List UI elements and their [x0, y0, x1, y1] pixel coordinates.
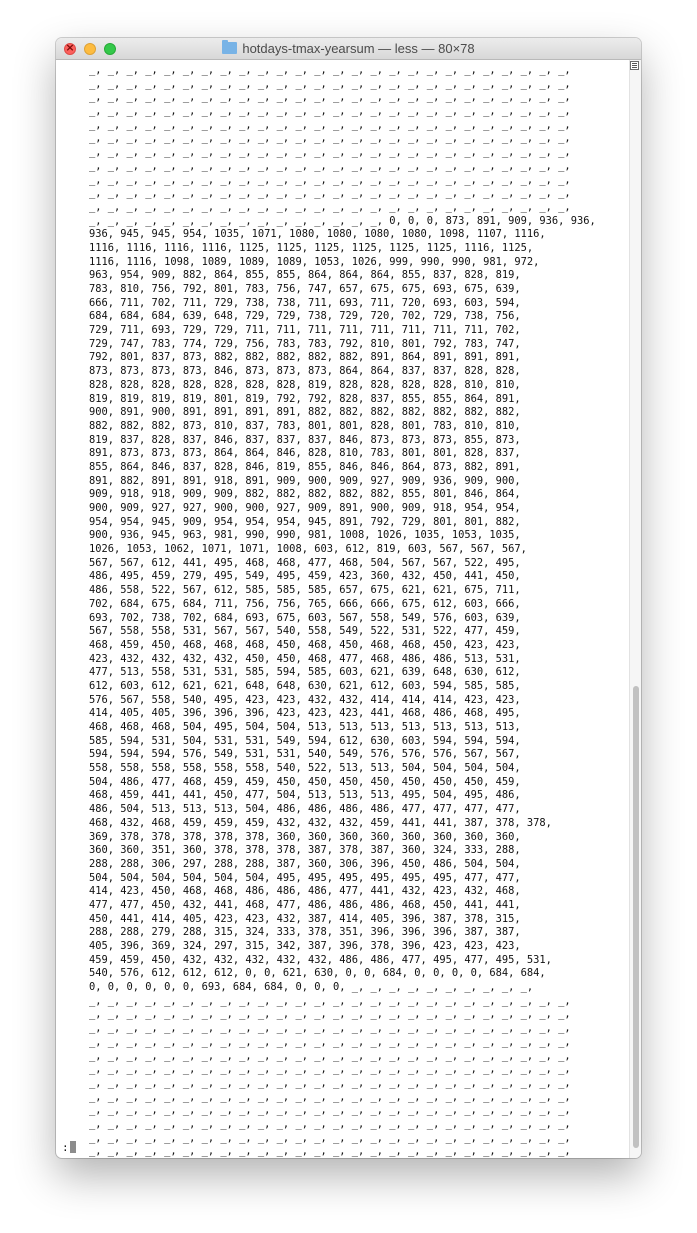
terminal-line: 684, 684, 684, 639, 648, 729, 729, 738, 729, 720, 702, 729, 738, 756, — [89, 310, 521, 323]
terminal-content[interactable] — [56, 60, 629, 1158]
terminal-line: 558, 558, 558, 558, 558, 558, 540, 522, 513, 513, 504, 504, 504, 504, — [89, 762, 521, 775]
terminal-line: 1116, 1116, 1116, 1116, 1125, 1125, 1125, 1125, 1125, 1125, 1116, 1125, — [89, 241, 534, 254]
terminal-line: 486, 558, 522, 567, 612, 585, 585, 585, 657, 675, 621, 621, 675, 711, — [89, 584, 521, 597]
terminal-line: 792, 801, 837, 873, 882, 882, 882, 882, 882, 891, 864, 891, 891, 891, — [89, 351, 521, 364]
terminal-line: 414, 405, 405, 396, 396, 396, 423, 423, 423, 441, 468, 486, 468, 495, — [89, 707, 521, 720]
terminal-line: 702, 684, 675, 684, 711, 756, 756, 765, 666, 666, 675, 612, 603, 666, — [89, 597, 521, 610]
terminal-line: 828, 828, 828, 828, 828, 828, 828, 819, 828, 828, 828, 828, 810, 810, — [89, 378, 521, 391]
terminal-line: 963, 954, 909, 882, 864, 855, 855, 864, 864, 864, 855, 837, 828, 819, — [89, 269, 521, 282]
prompt-char: : — [62, 1141, 69, 1154]
terminal-line: 477, 477, 450, 432, 441, 468, 477, 486, 486, 486, 468, 450, 441, 441, — [89, 898, 521, 911]
terminal-line: 459, 459, 450, 432, 432, 432, 432, 432, 486, 486, 477, 495, 477, 495, 531, — [89, 953, 552, 966]
terminal-line: 360, 360, 351, 360, 378, 378, 378, 387, 378, 387, 360, 324, 333, 288, — [89, 844, 521, 857]
terminal-line: 882, 882, 882, 873, 810, 837, 783, 801, 801, 828, 801, 783, 810, 810, — [89, 419, 521, 432]
terminal-line: 891, 882, 891, 891, 918, 891, 909, 900, 909, 927, 909, 936, 909, 900, — [89, 474, 521, 487]
terminal-line: _, _, _, _, _, _, _, _, _, _, _, _, _, _, _, _, _, _, _, _, _, _, _, _, _, _, — [89, 77, 571, 90]
terminal-line: 567, 558, 558, 531, 567, 567, 540, 558, 549, 522, 531, 522, 477, 459, — [89, 625, 521, 638]
window-title: hotdays-tmax-yearsum — less — 80×78 — [242, 41, 475, 56]
terminal-line: 1026, 1053, 1062, 1071, 1071, 1008, 603, 612, 819, 603, 567, 567, 567, — [89, 543, 527, 556]
terminal-line: _, _, _, _, _, _, _, _, _, _, _, _, _, _, _, _, _, _, _, _, _, _, _, _, _, _, — [89, 1008, 571, 1021]
terminal-line: 486, 504, 513, 513, 513, 504, 486, 486, 486, 486, 477, 477, 477, 477, — [89, 803, 521, 816]
terminal-window — [56, 38, 641, 1158]
terminal-line: 900, 891, 900, 891, 891, 891, 891, 882, 882, 882, 882, 882, 882, 882, — [89, 406, 521, 419]
terminal-line: _, _, _, _, _, _, _, _, _, _, _, _, _, _, _, _, _, _, _, _, _, _, _, _, _, _, — [89, 91, 571, 104]
terminal-line: 423, 432, 432, 432, 432, 450, 450, 468, 477, 468, 486, 486, 513, 531, — [89, 652, 521, 665]
less-prompt[interactable] — [62, 1140, 76, 1154]
terminal-line: 504, 486, 477, 468, 459, 459, 450, 450, 450, 450, 450, 450, 450, 459, — [89, 775, 521, 788]
terminal-line: _, _, _, _, _, _, _, _, _, _, _, _, _, _, _, _, 0, 0, 0, 873, 891, 909, 936, 936, — [89, 214, 596, 227]
terminal-line: 468, 459, 441, 441, 450, 477, 504, 513, 513, 513, 495, 504, 495, 486, — [89, 789, 521, 802]
terminal-line: 468, 468, 468, 504, 495, 504, 504, 513, 513, 513, 513, 513, 513, 513, — [89, 721, 521, 733]
terminal-line: _, _, _, _, _, _, _, _, _, _, _, _, _, _, _, _, _, _, _, _, _, _, _, _, _, _, — [89, 132, 571, 145]
terminal-line: _, _, _, _, _, _, _, _, _, _, _, _, _, _, _, _, _, _, _, _, _, _, _, _, _, _, — [89, 105, 571, 118]
terminal-line: 873, 873, 873, 873, 846, 873, 873, 873, 864, 864, 837, 837, 828, 828, — [89, 365, 521, 378]
vertical-scrollbar[interactable] — [629, 60, 641, 1158]
terminal-line: 891, 873, 873, 873, 864, 864, 846, 828, 810, 783, 801, 801, 828, 837, — [89, 447, 521, 460]
folder-icon — [222, 42, 237, 54]
terminal-line: 477, 513, 558, 531, 531, 585, 594, 585, 603, 621, 639, 648, 630, 612, — [89, 666, 521, 679]
terminal-line: 540, 576, 612, 612, 612, 0, 0, 621, 630, 0, 0, 684, 0, 0, 0, 0, 684, 684, — [89, 967, 546, 980]
terminal-output — [89, 64, 596, 1158]
terminal-line: 783, 810, 756, 792, 801, 783, 756, 747, 657, 675, 675, 693, 675, 639, — [89, 283, 521, 295]
terminal-line: _, _, _, _, _, _, _, _, _, _, _, _, _, _, _, _, _, _, _, _, _, _, _, _, _, _, — [89, 1063, 571, 1076]
terminal-line: _, _, _, _, _, _, _, _, _, _, _, _, _, _, _, _, _, _, _, _, _, _, _, _, _, _, — [89, 159, 571, 172]
terminal-line: _, _, _, _, _, _, _, _, _, _, _, _, _, _, _, _, _, _, _, _, _, _, _, _, _, _, — [89, 1131, 571, 1144]
terminal-line: _, _, _, _, _, _, _, _, _, _, _, _, _, _, _, _, _, _, _, _, _, _, _, _, _, _, — [89, 1090, 571, 1103]
window-title-container — [56, 38, 641, 60]
terminal-line: 900, 909, 927, 927, 900, 900, 927, 909, 891, 900, 909, 918, 954, 954, — [89, 502, 521, 514]
terminal-line: _, _, _, _, _, _, _, _, _, _, _, _, _, _, _, _, _, _, _, _, _, _, _, _, _, _, — [89, 1022, 571, 1035]
terminal-line: 576, 567, 558, 540, 495, 423, 423, 432, 432, 414, 414, 414, 423, 423, — [89, 693, 521, 706]
terminal-line: 819, 819, 819, 819, 801, 819, 792, 792, 828, 837, 855, 855, 864, 891, — [89, 392, 521, 405]
terminal-line: 909, 918, 918, 909, 909, 882, 882, 882, 882, 882, 855, 801, 846, 864, — [89, 488, 521, 501]
terminal-line: 666, 711, 702, 711, 729, 738, 738, 711, 693, 711, 720, 693, 603, 594, — [89, 296, 521, 309]
terminal-line: 504, 504, 504, 504, 504, 504, 495, 495, 495, 495, 495, 495, 477, 477, — [89, 871, 521, 884]
terminal-line: _, _, _, _, _, _, _, _, _, _, _, _, _, _, _, _, _, _, _, _, _, _, _, _, _, _, — [89, 1076, 571, 1089]
terminal-line: 414, 423, 450, 468, 468, 486, 486, 486, 477, 441, 432, 423, 432, 468, — [89, 885, 521, 898]
terminal-line: _, _, _, _, _, _, _, _, _, _, _, _, _, _, _, _, _, _, _, _, _, _, _, _, _, _, — [89, 1035, 571, 1048]
terminal-line: 450, 441, 414, 405, 423, 423, 432, 387, 414, 405, 396, 387, 378, 315, — [89, 912, 521, 925]
split-menu-icon[interactable] — [630, 61, 639, 70]
terminal-line: 819, 837, 828, 837, 846, 837, 837, 837, 846, 873, 873, 873, 855, 873, — [89, 433, 521, 446]
terminal-line: 594, 594, 594, 576, 549, 531, 531, 540, 549, 576, 576, 576, 567, 567, — [89, 748, 521, 761]
terminal-line: _, _, _, _, _, _, _, _, _, _, _, _, _, _, _, _, _, _, _, _, _, _, _, _, _, _, — [89, 200, 571, 213]
terminal-line: 288, 288, 279, 288, 315, 324, 333, 378, 351, 396, 396, 396, 387, 387, — [89, 926, 521, 939]
terminal-line: 369, 378, 378, 378, 378, 378, 360, 360, 360, 360, 360, 360, 360, 360, — [89, 830, 521, 843]
terminal-line: _, _, _, _, _, _, _, _, _, _, _, _, _, _, _, _, _, _, _, _, _, _, _, _, _, _, — [89, 1117, 571, 1130]
terminal-line: 729, 711, 693, 729, 729, 711, 711, 711, 711, 711, 711, 711, 711, 702, — [89, 324, 521, 337]
terminal-line: 936, 945, 945, 954, 1035, 1071, 1080, 1080, 1080, 1080, 1098, 1107, 1116, — [89, 228, 546, 241]
terminal-line: 0, 0, 0, 0, 0, 0, 693, 684, 684, 0, 0, 0, _, _, _, _, _, _, _, _, _, _, — [89, 981, 534, 994]
terminal-line: _, _, _, _, _, _, _, _, _, _, _, _, _, _, _, _, _, _, _, _, _, _, _, _, _, _, — [89, 64, 571, 76]
terminal-line: 729, 747, 783, 774, 729, 756, 783, 783, 792, 810, 801, 792, 783, 747, — [89, 337, 521, 350]
terminal-line: 855, 864, 846, 837, 828, 846, 819, 855, 846, 846, 864, 873, 882, 891, — [89, 460, 521, 473]
terminal-line: _, _, _, _, _, _, _, _, _, _, _, _, _, _, _, _, _, _, _, _, _, _, _, _, _, _, — [89, 994, 571, 1007]
terminal-line: _, _, _, _, _, _, _, _, _, _, _, _, _, _, _, _, _, _, _, _, _, _, _, _, _, _, — [89, 146, 571, 159]
terminal-line: 468, 432, 468, 459, 459, 459, 432, 432, 432, 459, 441, 441, 387, 378, 378, — [89, 816, 552, 829]
terminal-line: 468, 459, 450, 468, 468, 468, 450, 468, 450, 468, 468, 450, 423, 423, — [89, 638, 521, 651]
terminal-line: 1116, 1116, 1098, 1089, 1089, 1089, 1053, 1026, 999, 990, 990, 981, 972, — [89, 255, 540, 268]
terminal-line: 486, 495, 459, 279, 495, 549, 495, 459, 423, 360, 432, 450, 441, 450, — [89, 570, 521, 583]
terminal-line: 585, 594, 531, 504, 531, 531, 549, 594, 612, 630, 603, 594, 594, 594, — [89, 734, 521, 747]
terminal-line: 612, 603, 612, 621, 621, 648, 648, 630, 621, 612, 603, 594, 585, 585, — [89, 679, 521, 692]
terminal-line: _, _, _, _, _, _, _, _, _, _, _, _, _, _, _, _, _, _, _, _, _, _, _, _, _, _, — [89, 1104, 571, 1117]
terminal-line: 900, 936, 945, 963, 981, 990, 990, 981, 1008, 1026, 1035, 1053, 1035, — [89, 529, 521, 542]
terminal-line: 288, 288, 306, 297, 288, 288, 387, 360, 306, 396, 450, 486, 504, 504, — [89, 857, 521, 870]
terminal-line: 693, 702, 738, 702, 684, 693, 675, 603, 567, 558, 549, 576, 603, 639, — [89, 611, 521, 624]
terminal-line: _, _, _, _, _, _, _, _, _, _, _, _, _, _, _, _, _, _, _, _, _, _, _, _, _, _, — [89, 118, 571, 131]
text-cursor — [70, 1141, 76, 1153]
terminal-line: _, _, _, _, _, _, _, _, _, _, _, _, _, _, _, _, _, _, _, _, _, _, _, _, _, _, — [89, 173, 571, 186]
terminal-line: 405, 396, 369, 324, 297, 315, 342, 387, 396, 378, 396, 423, 423, 423, — [89, 940, 521, 952]
terminal-line: 567, 567, 612, 441, 495, 468, 468, 477, 468, 504, 567, 567, 522, 495, — [89, 556, 521, 569]
title-bar[interactable] — [56, 38, 641, 60]
scrollbar-thumb[interactable] — [633, 686, 639, 1148]
terminal-line: _, _, _, _, _, _, _, _, _, _, _, _, _, _, _, _, _, _, _, _, _, _, _, _, _, _, — [89, 1049, 571, 1062]
terminal-line: 954, 954, 945, 909, 954, 954, 954, 945, 891, 792, 729, 801, 801, 882, — [89, 515, 521, 528]
terminal-line: _, _, _, _, _, _, _, _, _, _, _, _, _, _, _, _, _, _, _, _, _, _, _, _, _, _, — [89, 1145, 571, 1158]
terminal-line: _, _, _, _, _, _, _, _, _, _, _, _, _, _, _, _, _, _, _, _, _, _, _, _, _, _, — [89, 187, 571, 200]
